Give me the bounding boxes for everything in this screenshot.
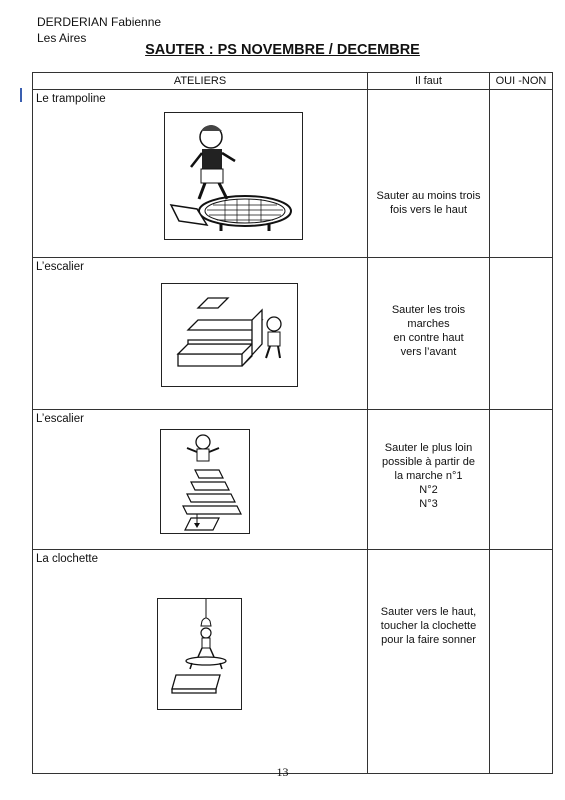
criteria-text: Sauter vers le haut, toucher la clochette pour la faire sonner [380, 606, 477, 646]
table-row [33, 258, 553, 410]
trampoline-illustration [164, 112, 303, 240]
criteria-text: Sauter les trois marches en contre haut vers l’avant [391, 304, 466, 358]
oui-non-cell [490, 90, 553, 258]
page-number: 13 [276, 765, 289, 779]
table-row [33, 90, 553, 258]
column-header-il-faut: Il faut [368, 73, 490, 90]
criteria-cell [368, 410, 490, 550]
criteria-cell [368, 258, 490, 410]
atelier-cell [33, 258, 368, 410]
atelier-label: L’escalier [36, 413, 84, 425]
atelier-label: Le trampoline [36, 93, 106, 105]
oui-non-cell [490, 258, 553, 410]
page-title: SAUTER : PS NOVEMBRE / DECEMBRE [145, 42, 420, 58]
school-name: Les Aires [37, 31, 87, 45]
atelier-cell [33, 550, 368, 774]
column-header-ateliers: ATELIERS [33, 73, 368, 90]
criteria-text: Sauter le plus loin possible à partir de la marche n°1 N°2 N°3 [382, 442, 475, 510]
author-name: DERDERIAN Fabienne [37, 15, 162, 29]
atelier-cell [33, 410, 368, 550]
criteria-text: Sauter au moins trois fois vers le haut [376, 190, 481, 216]
margin-mark [20, 88, 22, 102]
table-row [33, 410, 553, 550]
table-row [33, 550, 553, 774]
long-jump-illustration [160, 429, 250, 534]
atelier-label: L’escalier [36, 261, 84, 273]
column-header-oui-non: OUI -NON [490, 73, 553, 90]
oui-non-cell [490, 410, 553, 550]
bell-illustration [157, 598, 242, 710]
atelier-cell [33, 90, 368, 258]
evaluation-table [32, 72, 553, 774]
criteria-cell [368, 550, 490, 774]
oui-non-cell [490, 550, 553, 774]
table-header-row [33, 73, 553, 90]
criteria-cell [368, 90, 490, 258]
atelier-label: La clochette [36, 553, 99, 565]
stairs-illustration [161, 283, 298, 387]
